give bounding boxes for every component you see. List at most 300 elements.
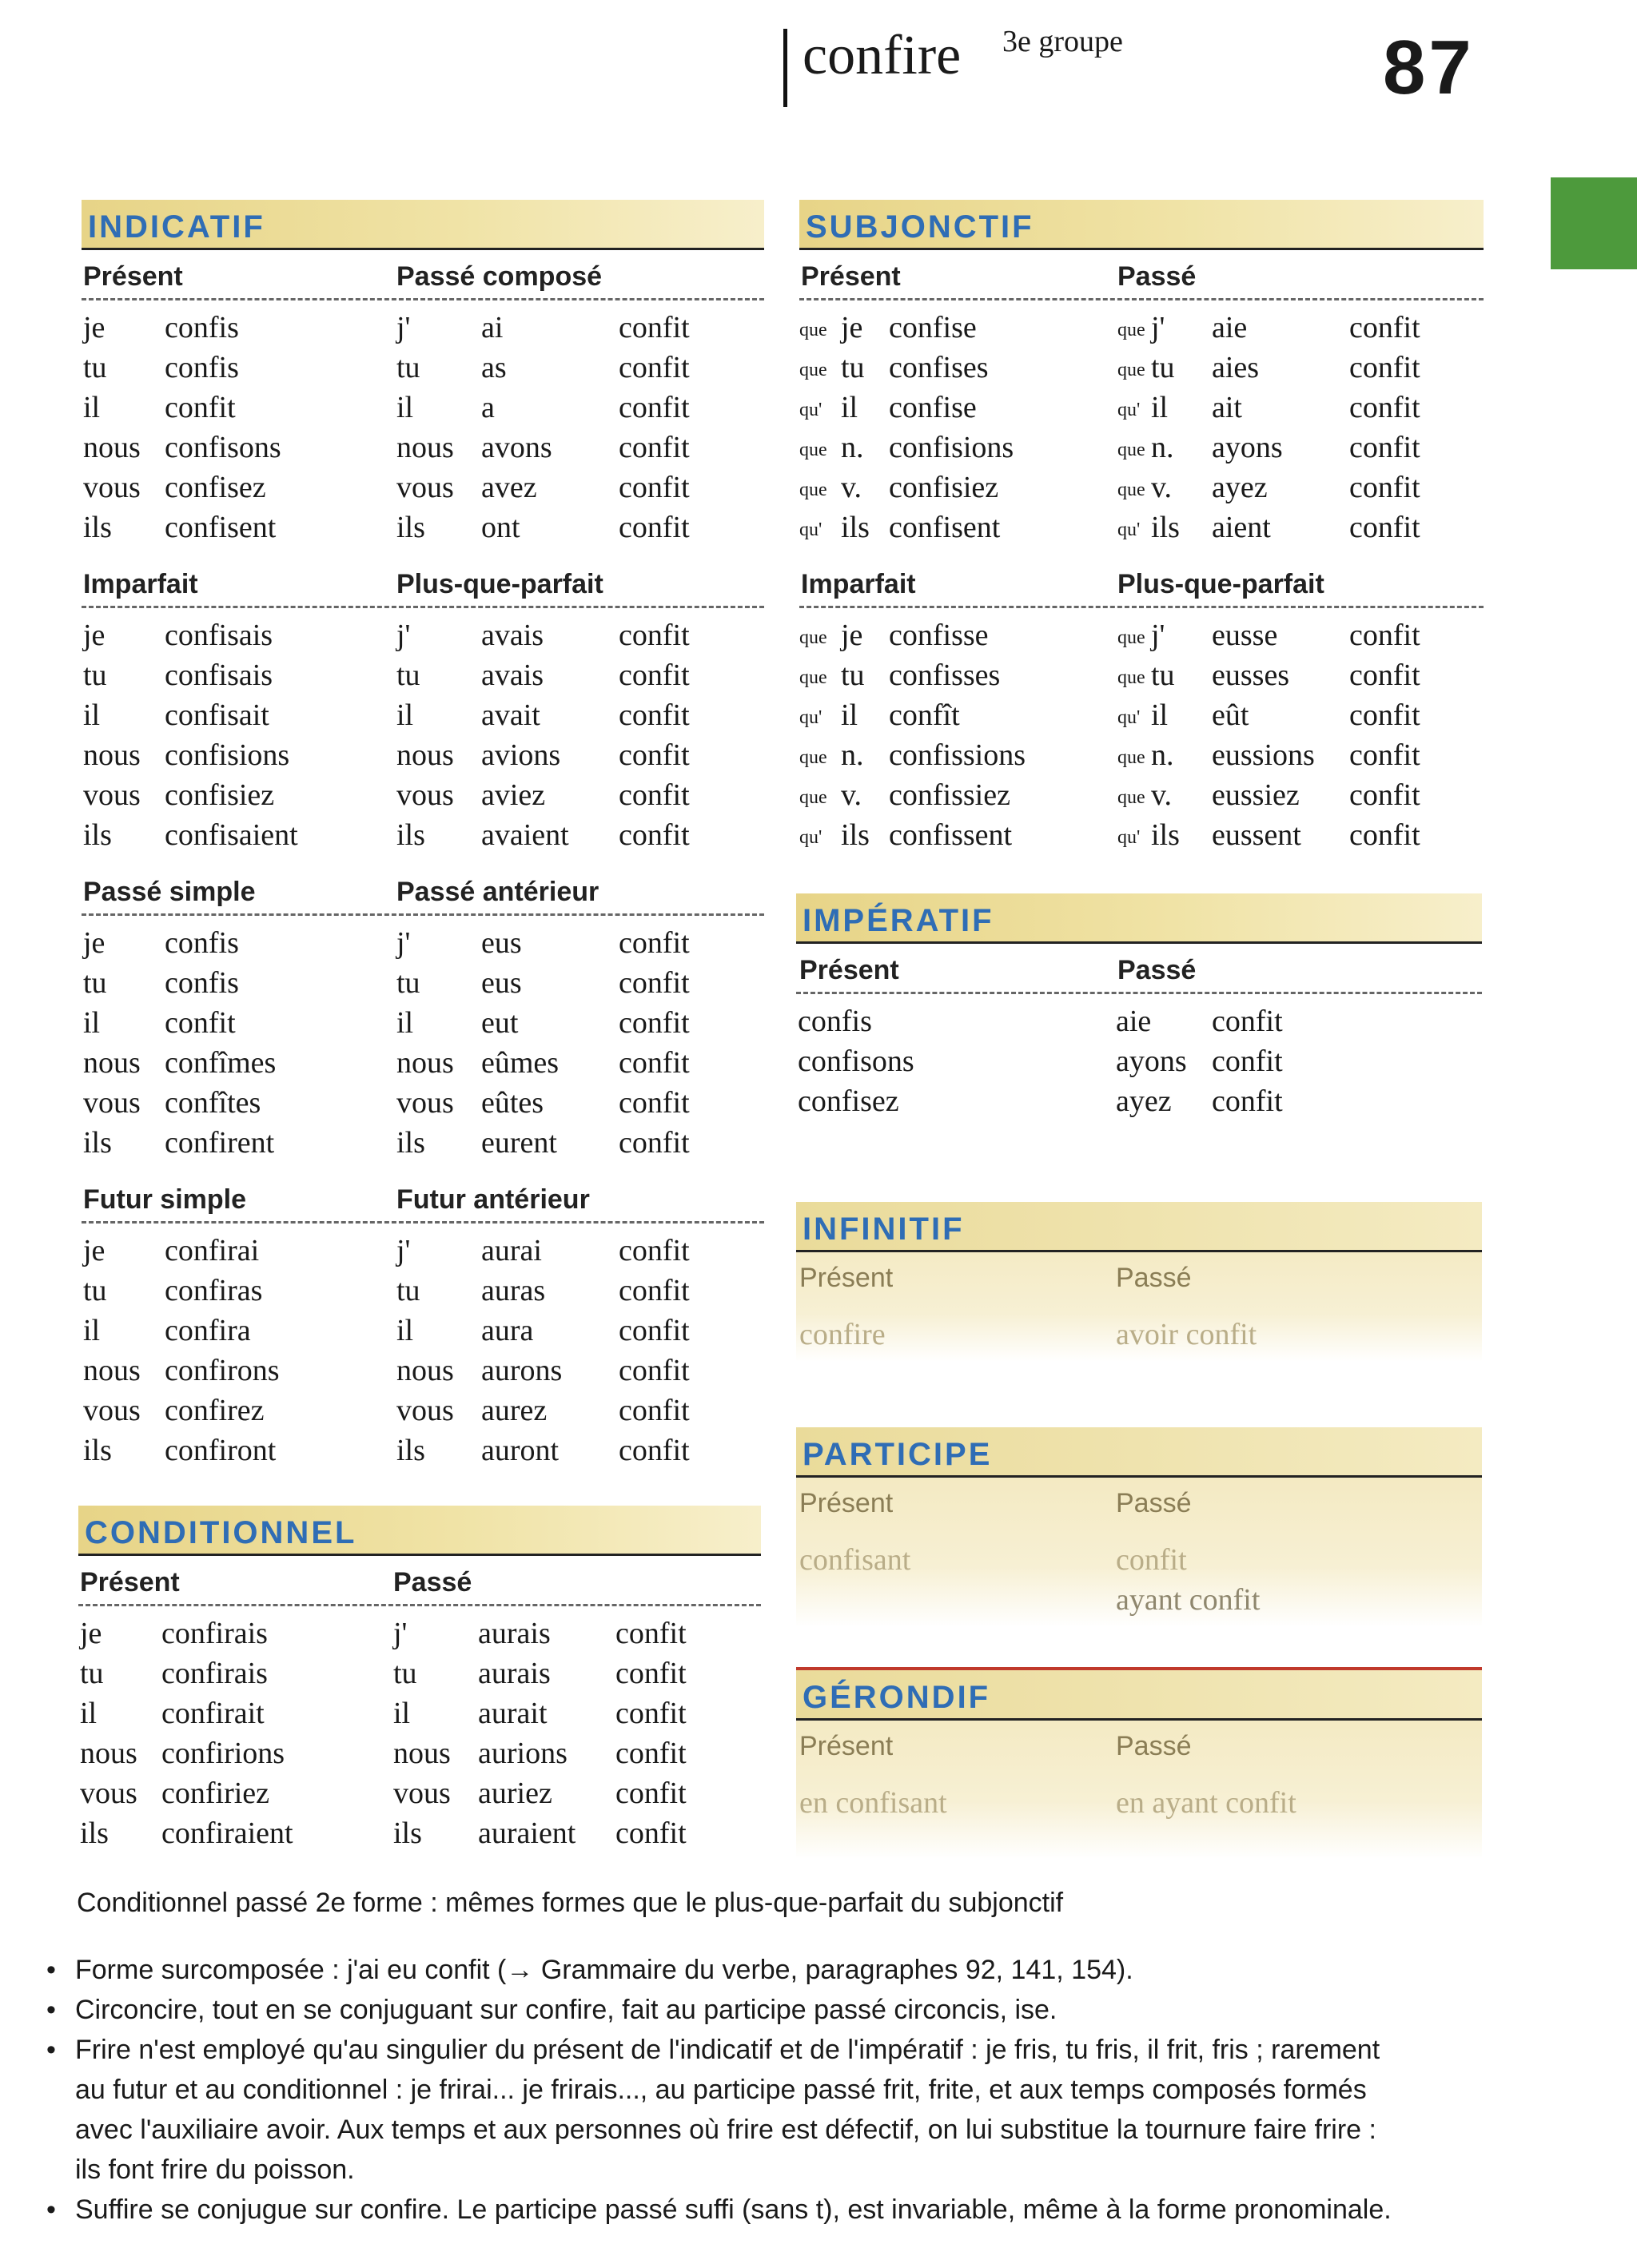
indicatif-futur-anterieur-cell: j' [396,1234,411,1267]
bullet-marker: • [46,2035,56,2065]
indicatif-plus-que-parfait-label: Plus-que-parfait [396,569,603,599]
imperatif-passe-label: Passé [1117,955,1197,985]
indicatif-passe-compose-cell: j' [396,311,411,344]
verb-group: 3e groupe [1002,25,1123,58]
indicatif-section [82,200,764,1470]
indicatif-passe-compose-cell: as [481,351,507,384]
indicatif-futur-anterieur-cell: aurez [481,1394,548,1427]
subjonctif-plus-que-parfait-cell: v. [1151,778,1173,812]
gerondif-title: GÉRONDIF [803,1680,991,1715]
indicatif-futur-simple-cell: confiront [165,1434,277,1467]
subjonctif-plus-que-parfait-cell: que [1117,627,1145,648]
indicatif-passe-anterieur-cell: confit [619,1006,690,1040]
indicatif-plus-que-parfait-cell: tu [396,659,420,692]
conjugation-row [799,507,1484,547]
conditionnel-passe-cell: il [393,1697,411,1730]
subjonctif-subheaders [799,250,1484,300]
subjonctif-imparfait-cell: v. [841,778,862,812]
indicatif-present-cell: confisez [165,471,266,504]
indicatif-passe-simple-cell: confirent [165,1126,275,1160]
participe-passe-compose: ayant confit [1116,1583,1261,1617]
infinitif-title: INFINITIF [803,1212,965,1247]
imperatif-present-label: Présent [799,955,899,985]
indicatif-present-cell: confisons [165,431,281,464]
conjugation-row [82,694,764,734]
indicatif-plus-que-parfait-cell: il [396,698,414,732]
indicatif-present-cell: nous [83,431,141,464]
subjonctif-present-cell: que [799,440,827,460]
indicatif-passe-anterieur-label: Passé antérieur [396,877,599,907]
indicatif-header [82,200,764,250]
indicatif-passe-compose-cell: ont [481,511,520,544]
indicatif-futur-simple-cell: ils [83,1434,112,1467]
subjonctif-plus-que-parfait-cell: il [1151,698,1169,732]
indicatif-passe_simple-rows [82,916,764,1162]
subjonctif-imparfait-label: Imparfait [801,569,916,599]
conjugation-row [82,1350,764,1390]
conjugation-row [82,307,764,347]
conjugation-row [799,467,1484,507]
indicatif-futur_simple-rows [82,1224,764,1470]
subjonctif-plus-que-parfait-cell: eussions [1212,738,1315,772]
indicatif-block-2 [82,865,764,1162]
indicatif-futur-anterieur-cell: aurai [481,1234,542,1267]
indicatif-plus-que-parfait-cell: confit [619,818,690,852]
indicatif-present-cell: je [83,311,106,344]
infinitif-passe: avoir confit [1116,1318,1257,1351]
subjonctif-imparfait-cell: confisses [889,659,1001,692]
subjonctif-plus-que-parfait-cell: j' [1151,619,1165,652]
indicatif-futur-anterieur-cell: confit [619,1234,690,1267]
conjugation-row [78,1693,761,1733]
indicatif-imparfait-cell: confisais [165,619,273,652]
indicatif-passe-anterieur-cell: confit [619,966,690,1000]
conditionnel-present-cell: confiraient [161,1816,293,1850]
indicatif-futur-simple-cell: confirons [165,1354,280,1387]
gerondif-present: en confisant [799,1786,947,1820]
indicatif-plus-que-parfait-cell: confit [619,659,690,692]
header-rule [783,29,787,107]
indicatif-futur-simple-cell: confiras [165,1274,263,1307]
subjonctif-present-cell: il [841,391,858,424]
indicatif-plus-que-parfait-cell: aviez [481,778,546,812]
gerondif-section [796,1667,1482,1859]
indicatif-futur-anterieur-cell: vous [396,1394,454,1427]
subjonctif-present-cell: je [841,311,863,344]
indicatif-futur-anterieur-cell: aura [481,1314,534,1347]
indicatif-passe-simple-cell: il [83,1006,101,1040]
subjonctif-imparfait-cell: confissiez [889,778,1010,812]
page-number: 87 [1383,25,1475,110]
subjonctif-header [799,200,1484,250]
indicatif-passe-anterieur-cell: confit [619,1086,690,1120]
imperatif-passe-aux: ayez [1116,1084,1172,1118]
subjonctif-plus-que-parfait-cell: qu' [1117,827,1141,848]
indicatif-passe-compose-cell: ai [481,311,504,344]
indicatif-passe-compose-cell: a [481,391,495,424]
gerondif-present-label: Présent [799,1731,894,1761]
indicatif-futur-anterieur-cell: confit [619,1354,690,1387]
subjonctif-present-cell: confise [889,391,977,424]
verb-title: confire [803,25,962,86]
subjonctif-plus-que-parfait-cell: confit [1349,619,1420,652]
subjonctif-plus-que-parfait-cell: n. [1151,738,1174,772]
subjonctif-plus-que-parfait-cell: qu' [1117,707,1141,728]
subjonctif-present-cell: confisions [889,431,1014,464]
infinitif-present: confire [799,1318,886,1351]
imperatif-passe-aux: aie [1116,1005,1152,1038]
conjugation-row [78,1613,761,1653]
indicatif-subheaders [82,558,764,608]
gerondif-passe-label: Passé [1116,1731,1192,1761]
subjonctif-passe-cell: confit [1349,391,1420,424]
subjonctif-passe-cell: confit [1349,511,1420,544]
indicatif-imparfait-cell: je [83,619,106,652]
conjugation-row [799,694,1484,734]
indicatif-futur-simple-label: Futur simple [83,1184,247,1215]
indicatif-imparfait-label: Imparfait [83,569,198,599]
conjugation-row [82,1082,764,1122]
imperatif-passe-aux: ayons [1116,1044,1187,1078]
indicatif-imparfait-cell: confisaient [165,818,298,852]
subjonctif-imparfait-cell: que [799,667,827,688]
indicatif-passe-anterieur-cell: ils [396,1126,425,1160]
subjonctif-present-cell: qu' [799,519,822,540]
conjugation-row [78,1812,761,1852]
conditionnel-present-cell: confirais [161,1617,268,1650]
indicatif-imparfait-cell: confisait [165,698,269,732]
subjonctif-passe-cell: ait [1212,391,1242,424]
subjonctif-plus-que-parfait-cell: eussent [1212,818,1301,852]
indicatif-passe-compose-cell: ils [396,511,425,544]
indicatif-present-cell: confit [165,391,236,424]
conditionnel-present-label: Présent [80,1567,180,1598]
subjonctif-subheaders [799,558,1484,608]
subjonctif-plus-que-parfait-cell: confit [1349,778,1420,812]
imperatif-row [796,1080,1482,1120]
conditionnel-passe-label: Passé [393,1567,472,1598]
indicatif-futur-anterieur-label: Futur antérieur [396,1184,590,1215]
conditionnel-present-rows [78,1606,761,1852]
subjonctif-passe-cell: ayez [1212,471,1268,504]
conditionnel-passe-cell: confit [615,1657,687,1690]
indicatif-futur-anterieur-cell: confit [619,1434,690,1467]
participe-title: PARTICIPE [803,1437,993,1472]
gerondif-header [796,1667,1482,1721]
indicatif-passe-simple-cell: ils [83,1126,112,1160]
subjonctif-imparfait-cell: que [799,747,827,768]
conditionnel-passe-cell: ils [393,1816,422,1850]
indicatif-imparfait-rows [82,608,764,854]
subjonctif-present-cell: ils [841,511,870,544]
indicatif-passe-anterieur-cell: vous [396,1086,454,1120]
conjugation-row [82,655,764,694]
indicatif-passe-simple-cell: nous [83,1046,141,1080]
conditionnel-passe-cell: nous [393,1737,451,1770]
conditionnel-present-cell: je [80,1617,102,1650]
indicatif-passe-anterieur-cell: confit [619,1126,690,1160]
subjonctif-plus-que-parfait-cell: eusse [1212,619,1278,652]
subjonctif-section [799,200,1484,854]
indicatif-plus-que-parfait-cell: avais [481,619,544,652]
indicatif-passe-simple-cell: tu [83,966,107,1000]
subjonctif-plus-que-parfait-cell: que [1117,787,1145,808]
bullet-marker: • [46,2194,56,2225]
indicatif-passe-compose-cell: nous [396,431,454,464]
usage-note-line: Circoncire, tout en se conjuguant sur confire, fait au participe passé circoncis, ise. [75,1995,1057,2025]
indicatif-imparfait-cell: tu [83,659,107,692]
indicatif-passe-anterieur-cell: eus [481,926,522,960]
indicatif-block-1 [82,558,764,854]
conjugation-row [82,347,764,387]
subjonctif-block-1 [799,558,1484,854]
subjonctif-plus-que-parfait-cell: que [1117,667,1145,688]
conjugation-row [82,387,764,427]
subjonctif-plus-que-parfait-cell: confit [1349,659,1420,692]
indicatif-title: INDICATIF [88,209,265,245]
indicatif-passe-anterieur-cell: confit [619,1046,690,1080]
conditionnel-passe-cell: aurait [478,1697,548,1730]
subjonctif-present-cell: que [799,360,827,380]
conditionnel-passe-cell: confit [615,1816,687,1850]
indicatif-present-cell: tu [83,351,107,384]
indicatif-present-cell: vous [83,471,141,504]
conditionnel-subheaders [78,1556,761,1606]
subjonctif-title: SUBJONCTIF [806,209,1034,245]
participe-section [796,1427,1482,1627]
subjonctif-imparfait-cell: confît [889,698,960,732]
conditionnel-passe-cell: aurions [478,1737,568,1770]
indicatif-plus-que-parfait-cell: confit [619,698,690,732]
subjonctif-imparfait-cell: que [799,787,827,808]
conditionnel-present-cell: confirions [161,1737,285,1770]
conjugation-row [82,774,764,814]
conditionnel-passe-cell: confit [615,1737,687,1770]
indicatif-passe-simple-label: Passé simple [83,877,256,907]
indicatif-passe-compose-cell: avons [481,431,552,464]
conjugation-row [82,1310,764,1350]
subjonctif-imparfait-cell: il [841,698,858,732]
conjugation-row [82,1042,764,1082]
indicatif-futur-anterieur-cell: nous [396,1354,454,1387]
indicatif-imparfait-cell: confisiez [165,778,275,812]
indicatif-passe-anterieur-cell: eus [481,966,522,1000]
indicatif-imparfait-cell: confisions [165,738,290,772]
indicatif-passe-anterieur-cell: eut [481,1006,519,1040]
subjonctif-passe-cell: ayons [1212,431,1283,464]
subjonctif-plus-que-parfait-cell: que [1117,747,1145,768]
imperatif-columns [796,944,1482,994]
indicatif-passe-compose-cell: confit [619,351,690,384]
conditionnel-passe-cell: auraient [478,1816,576,1850]
conjugation-row [82,615,764,655]
imperatif-passe-participle: confit [1212,1084,1283,1118]
subjonctif-passe-cell: n. [1151,431,1174,464]
indicatif-passe-simple-cell: confit [165,1006,236,1040]
indicatif-plus-que-parfait-cell: avait [481,698,540,732]
imperatif-passe-participle: confit [1212,1005,1283,1038]
conditionnel-passe-2-note: Conditionnel passé 2e forme : mêmes formes que le plus-que-parfait du subjonctif [77,1888,1064,1918]
subjonctif-passe-cell: qu' [1117,400,1141,420]
imperatif-rows [796,994,1482,1120]
subjonctif-plus-que-parfait-cell: confit [1349,818,1420,852]
subjonctif-passe-label: Passé [1117,261,1197,292]
conjugation-row [799,774,1484,814]
indicatif-futur-simple-cell: vous [83,1394,141,1427]
subjonctif-present-cell: v. [841,471,862,504]
participe-passe: confit [1116,1543,1187,1577]
subjonctif-present-cell: tu [841,351,865,384]
imperatif-header [796,893,1482,944]
indicatif-passe-anterieur-cell: j' [396,926,411,960]
indicatif-plus-que-parfait-cell: j' [396,619,411,652]
subjonctif-imparfait-cell: ils [841,818,870,852]
conjugation-row [82,427,764,467]
indicatif-passe-compose-cell: il [396,391,414,424]
imperatif-passe-participle: confit [1212,1044,1283,1078]
indicatif-passe-anterieur-cell: tu [396,966,420,1000]
imperatif-present-cell: confisons [798,1044,914,1078]
usage-note-line: ils font frire du poisson. [75,2155,355,2185]
conditionnel-passe-cell: aurais [478,1657,551,1690]
subjonctif-passe-cell: confit [1349,471,1420,504]
conjugation-row [82,1430,764,1470]
indicatif-plus-que-parfait-cell: avais [481,659,544,692]
conjugation-row [82,1230,764,1270]
imperatif-title: IMPÉRATIF [803,903,994,938]
subjonctif-imparfait-cell: qu' [799,827,822,848]
indicatif-passe-anterieur-cell: eûmes [481,1046,560,1080]
indicatif-present-cell: confisent [165,511,277,544]
indicatif-passe-simple-cell: confis [165,966,239,1000]
conditionnel-passe-cell: tu [393,1657,417,1690]
indicatif-passe-compose-cell: confit [619,431,690,464]
conjugation-row [82,1390,764,1430]
indicatif-futur-anterieur-cell: tu [396,1274,420,1307]
indicatif-present-cell: confis [165,311,239,344]
indicatif-imparfait-cell: ils [83,818,112,852]
participe-present: confisant [799,1543,911,1577]
indicatif-passe-simple-cell: vous [83,1086,141,1120]
subjonctif-plus-que-parfait-cell: confit [1349,698,1420,732]
indicatif-plus-que-parfait-cell: nous [396,738,454,772]
subjonctif-passe-cell: ils [1151,511,1180,544]
bullet-marker: • [46,1955,56,1985]
usage-note-line: avec l'auxiliaire avoir. Aux temps et aux personnes où frire est défectif, on lui substitue la tournure faire frire : [75,2115,1376,2145]
indicatif-passe-anterieur-cell: eûtes [481,1086,544,1120]
conditionnel-present-cell: vous [80,1777,137,1810]
conjugation-row [82,1002,764,1042]
subjonctif-plus-que-parfait-cell: eût [1212,698,1249,732]
indicatif-passe-anterieur-cell: nous [396,1046,454,1080]
conjugation-row [82,962,764,1002]
conditionnel-present-cell: ils [80,1816,109,1850]
conditionnel-present-cell: confirait [161,1697,265,1730]
conditionnel-present-cell: confiriez [161,1777,270,1810]
subjonctif-present-cell: qu' [799,400,822,420]
indicatif-passe-compose-cell: tu [396,351,420,384]
imperatif-row [796,1040,1482,1080]
conjugation-row [799,615,1484,655]
conjugation-row [799,655,1484,694]
subjonctif-imparfait-cell: confisse [889,619,989,652]
subjonctif-passe-cell: aient [1212,511,1271,544]
infinitif-header [796,1202,1482,1252]
conditionnel-passe-cell: confit [615,1777,687,1810]
conditionnel-title: CONDITIONNEL [85,1515,357,1550]
conjugation-row [78,1773,761,1812]
subjonctif-plus-que-parfait-cell: ils [1151,818,1180,852]
conditionnel-present-cell: il [80,1697,98,1730]
infinitif-present-label: Présent [799,1263,894,1293]
indicatif-futur-anterieur-cell: confit [619,1394,690,1427]
indicatif-passe-compose-cell: confit [619,391,690,424]
indicatif-present-rows [82,300,764,547]
conditionnel-passe-cell: auriez [478,1777,552,1810]
indicatif-passe-compose-cell: confit [619,471,690,504]
indicatif-futur-anterieur-cell: auront [481,1434,560,1467]
indicatif-subheaders [82,1173,764,1224]
conjugation-row [82,467,764,507]
usage-note-line: au futur et au conditionnel : je frirai... je frirais..., au participe passé frit, frite, et aux temps composés formés [75,2075,1367,2105]
conditionnel-present-cell: tu [80,1657,104,1690]
subjonctif-passe-cell: que [1117,440,1145,460]
indicatif-futur-anterieur-cell: il [396,1314,414,1347]
usage-note-line: Forme surcomposée : j'ai eu confit (→ Grammaire du verbe, paragraphes 92, 141, 154). [75,1955,1133,1985]
indicatif-imparfait-cell: nous [83,738,141,772]
subjonctif-imparfait-rows [799,608,1484,854]
conjugation-row [799,427,1484,467]
indicatif-futur-anterieur-cell: aurons [481,1354,563,1387]
indicatif-plus-que-parfait-cell: ils [396,818,425,852]
conjugation-row [799,347,1484,387]
participe-passe-label: Passé [1116,1488,1192,1518]
subjonctif-plus-que-parfait-cell: confit [1349,738,1420,772]
subjonctif-imparfait-cell: n. [841,738,864,772]
indicatif-futur-anterieur-cell: auras [481,1274,546,1307]
indicatif-passe-simple-cell: confis [165,926,239,960]
conjugation-row [799,387,1484,427]
subjonctif-plus-que-parfait-label: Plus-que-parfait [1117,569,1324,599]
indicatif-passe-compose-cell: confit [619,311,690,344]
subjonctif-imparfait-cell: que [799,627,827,648]
indicatif-futur-simple-cell: confira [165,1314,251,1347]
subjonctif-present-label: Présent [801,261,901,292]
indicatif-passe-compose-cell: avez [481,471,537,504]
conjugation-row [78,1733,761,1773]
indicatif-plus-que-parfait-cell: avaient [481,818,569,852]
infinitif-passe-label: Passé [1116,1263,1192,1293]
conjugation-row [82,922,764,962]
indicatif-block-0 [82,250,764,547]
subjonctif-passe-cell: que [1117,360,1145,380]
indicatif-passe-anterieur-cell: il [396,1006,414,1040]
conjugation-row [82,734,764,774]
subjonctif-plus-que-parfait-cell: eusses [1212,659,1290,692]
indicatif-futur-simple-cell: confirai [165,1234,260,1267]
indicatif-plus-que-parfait-cell: confit [619,619,690,652]
conditionnel-passe-cell: confit [615,1697,687,1730]
conjugation-row [82,1270,764,1310]
subjonctif-present-cell: confisiez [889,471,999,504]
subjonctif-present-rows [799,300,1484,547]
indicatif-futur-simple-cell: nous [83,1354,141,1387]
conditionnel-present-cell: nous [80,1737,137,1770]
indicatif-plus-que-parfait-cell: avions [481,738,561,772]
subjonctif-passe-cell: confit [1349,311,1420,344]
indicatif-plus-que-parfait-cell: vous [396,778,454,812]
indicatif-passe-anterieur-cell: confit [619,926,690,960]
